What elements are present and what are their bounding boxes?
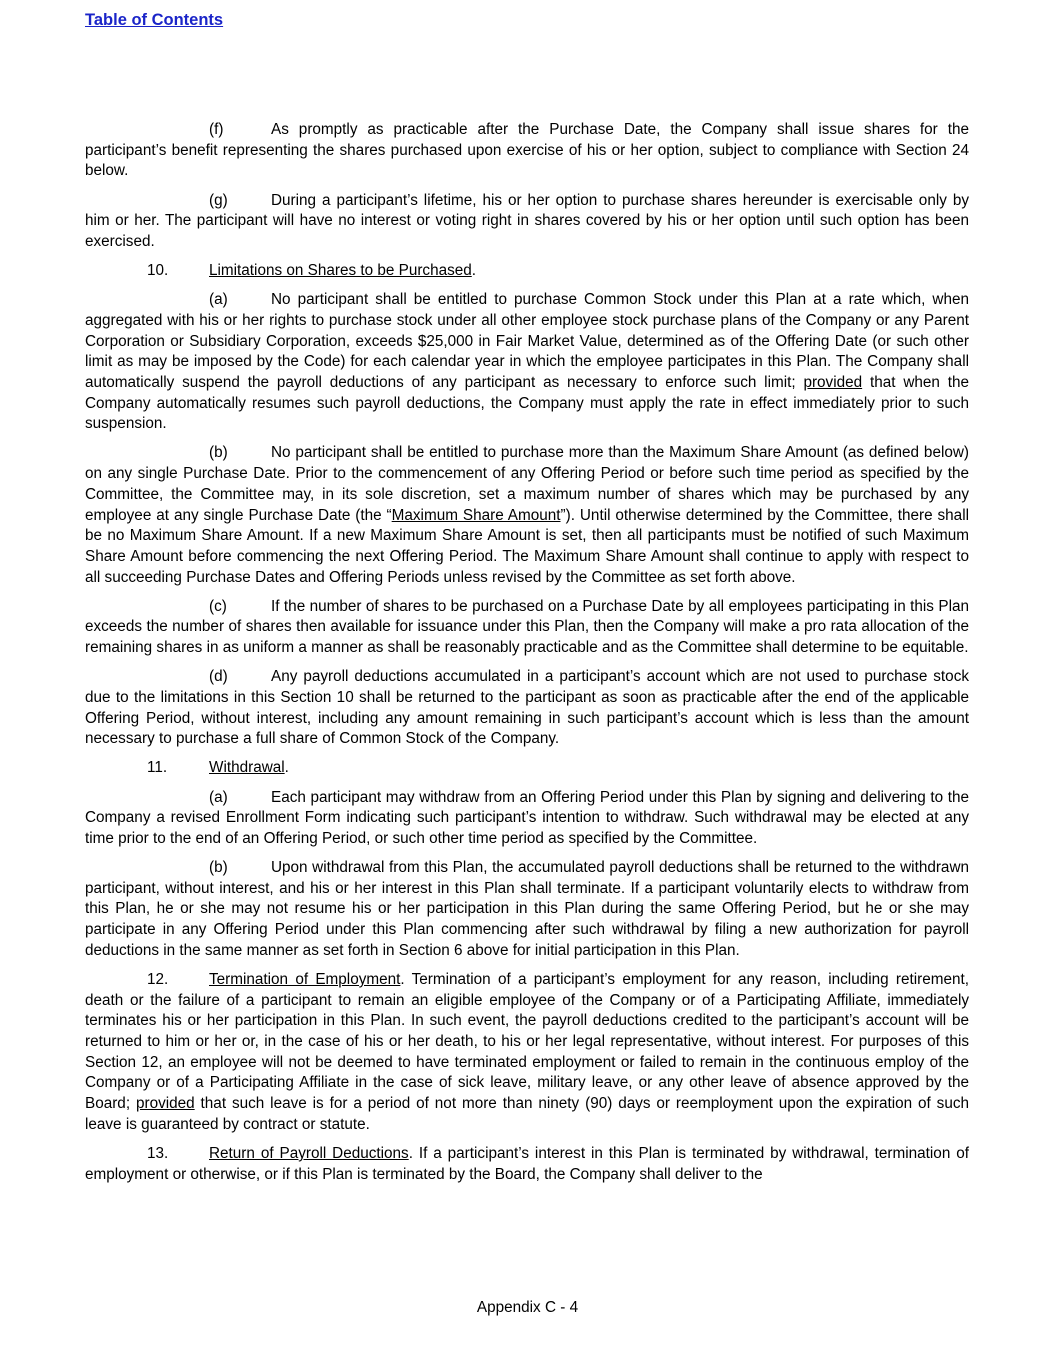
paragraph-label: (f) <box>209 121 224 138</box>
defined-term: provided <box>135 1095 195 1113</box>
paragraph-label: (g) <box>209 191 228 209</box>
paragraph-label: (b) <box>209 444 228 462</box>
paragraph-label: (a) <box>209 788 228 806</box>
paragraph-label: (c) <box>209 597 227 615</box>
paragraph-text: No participant shall be entitled to purchase Common Stock under this Plan at a rate which, when aggregated with his or her rights to purchase stock under all other employee stock purchase plans of the Company or any Parent Corporation or Subsidiary Corporation, exceeds $25,000 in Fair Market Value, determined as of the Offering Date (or such other limit as may be imposed by the Code) for each calendar year in which the employee participates in this Plan. The Company shall automatically suspend the payroll deductions of any participant as necessary to enforce such limit; <box>85 291 969 391</box>
table-of-contents-link[interactable]: Table of Contents <box>85 11 224 29</box>
paragraph-text: that such leave is for a period of not more than ninety (90) days or reemployment upon the expiration of such leave is guaranteed by contract or statute. <box>85 1095 969 1133</box>
section-title-punct: . <box>284 759 289 777</box>
paragraph-10b <box>85 443 969 588</box>
paragraph-text: that when the Company automatically resumes such payroll deductions, the Company must apply the rate in effect immediately prior to such suspension. <box>85 373 969 433</box>
paragraph-text: No participant shall be entitled to purchase more than the Maximum Share Amount (as defined below) on any single Purchase Date. Prior to the commencement of any Offering Period or before such time period as specified by the Committee, the Committee may, in its sole discretion, set a maximum number of shares which may be purchased by any employee at any single Purchase Date (the “ <box>85 444 969 524</box>
paragraph-text: If the number of shares to be purchased on a Purchase Date by all employees participating in this Plan exceeds the number of shares then available for issuance under this Plan, then the Company will make a pro rata allocation of the remaining shares in as uniform a manner as shall be reasonably practicable and as the Committee shall determine to be equitable. <box>85 597 969 657</box>
section-title: Return of Payroll Deductions <box>209 1144 409 1162</box>
section-13 <box>85 1144 969 1185</box>
document-body <box>85 120 969 1194</box>
defined-term: provided <box>803 373 863 391</box>
paragraph-10a <box>85 290 969 435</box>
section-number: 13. <box>147 1144 169 1162</box>
paragraph-text: Upon withdrawal from this Plan, the accumulated payroll deductions shall be returned to the withdrawn participant, without interest, and his or her interest in this Plan shall terminate. If a participant voluntarily elects to withdraw from this Plan, he or she may not resume his or her participation in this Plan during the same Offering Period, but he or she may participate in any Offering Period under this Plan commencing after such withdrawal by filing a new authorization for payroll deductions in the same manner as set forth in Section 6 above for initial participation in this Plan. <box>85 859 969 959</box>
section-number: 11. <box>147 759 168 777</box>
paragraph-text: During a participant’s lifetime, his or her option to purchase shares hereunder is exercisable only by him or her. The participant will have no interest or voting right in shares covered by his or her option until such option has been exercised. <box>85 191 969 250</box>
section-number: 10. <box>147 262 169 279</box>
paragraph-text: . If a participant’s interest in this Plan is terminated by withdrawal, termination of employment or otherwise, or if this Plan is terminated by the Board, the Company shall deliver to the <box>85 1144 969 1183</box>
paragraph-label: (b) <box>209 859 228 877</box>
paragraph-text: Any payroll deductions accumulated in a participant’s account which are not used to purchase stock due to the limitations in this Section 10 shall be returned to the participant as soon as practicable after the end of the applicable Offering Period, without interest, including any amount remaining in such participant’s account which is less than the amount necessary to purchase a full share of Common Stock of the Company. <box>85 668 969 748</box>
paragraph-11a <box>85 788 969 850</box>
section-12 <box>85 970 969 1136</box>
paragraph-label: (a) <box>209 291 228 309</box>
page-footer: Appendix C - 4 <box>476 1299 579 1316</box>
section-title: Limitations on Shares to be Purchased <box>209 262 472 279</box>
defined-term: Maximum Share Amount <box>391 506 561 524</box>
section-10-heading <box>85 261 969 282</box>
section-title-punct: . <box>471 262 477 279</box>
section-title: Termination of Employment <box>209 970 401 988</box>
paragraph-9f <box>85 120 969 182</box>
paragraph-text: As promptly as practicable after the Purchase Date, the Company shall issue shares for the participant’s benefit representing the shares purchased upon exercise of his or her option, subject to compliance with Section 24 below. <box>85 121 969 180</box>
section-11-heading <box>85 758 969 779</box>
paragraph-text: ”). Until otherwise determined by the Committee, there shall be no Maximum Share Amount. If a new Maximum Share Amount is set, then all participants must be notified of such Maximum Share Amount before commencing the next Offering Period. The Maximum Share Amount shall continue to apply with respect to all succeeding Purchase Dates and Offering Periods unless revised by the Committee as set forth above. <box>85 506 969 586</box>
paragraph-10d <box>85 667 969 750</box>
paragraph-label: (d) <box>209 668 228 686</box>
section-title: Withdrawal <box>209 759 285 777</box>
section-number: 12. <box>147 970 169 988</box>
paragraph-9g <box>85 191 969 253</box>
paragraph-11b <box>85 858 969 962</box>
paragraph-text: . Termination of a participant’s employment for any reason, including retirement, death or the failure of a participant to remain an eligible employee of the Company or of a Participating Affiliate, immediately terminates his or her participation in this Plan. In such event, the payroll deductions credited to the participant’s account will be returned to him or her or, in the case of his or her death, to his or her legal representative, without interest. For purposes of this Section 12, an employee will not be deemed to have terminated employment or failed to remain in the continuous employ of the Company or of a Participating Affiliate in the case of sick leave, military leave, or any other leave of absence approved by the Board; <box>85 970 970 1113</box>
paragraph-text: Each participant may withdraw from an Offering Period under this Plan by signing and delivering to the Company a revised Enrollment Form indicating such participant’s intention to withdraw. Such withdrawal may be elected at any time prior to the end of an Offering Period, or such other time period as specified by the Committee. <box>85 788 969 847</box>
paragraph-10c <box>85 597 969 659</box>
